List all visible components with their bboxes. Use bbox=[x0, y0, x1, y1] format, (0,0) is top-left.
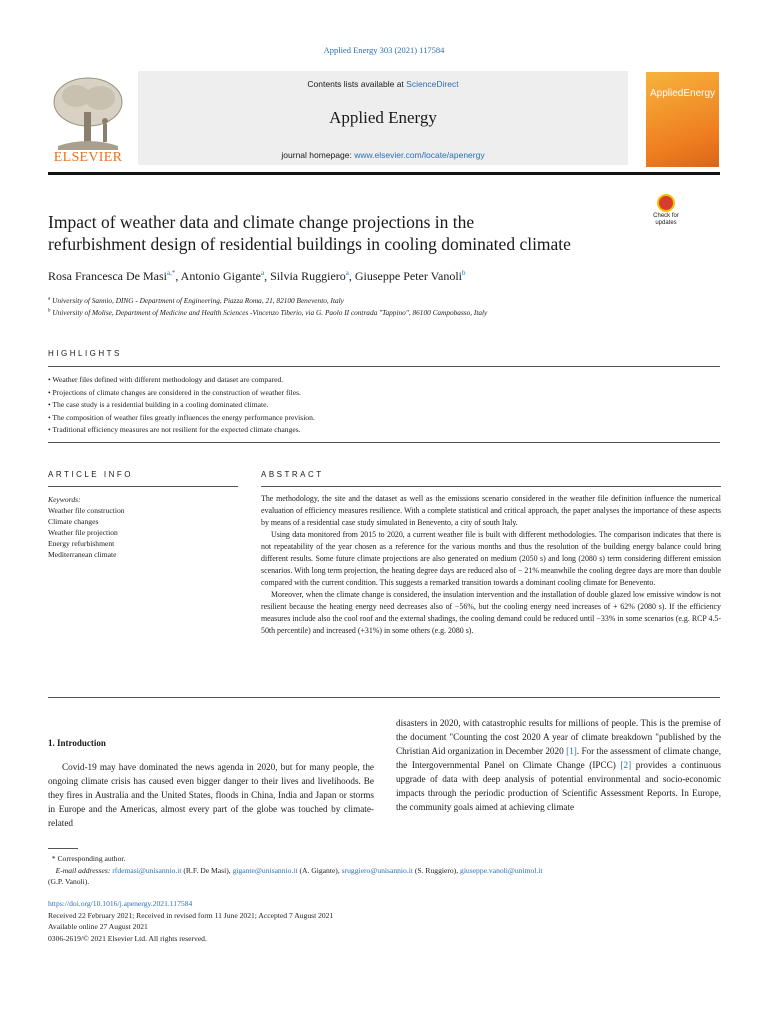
author-2[interactable]: Antonio Gigante$^a$ bbox=[180, 269, 265, 283]
abstract-rule bbox=[261, 486, 721, 487]
email-addresses: E-mail addresses: rfdemasi@unisannio.it (R.F. De Masi), gigante@unisannio.it (A. Gigante), sruggiero@unisannio.it (S. Ruggiero), giuseppe.vanoli@unimol.it (G.P. Vanoli). bbox=[48, 865, 543, 886]
abstract-paragraph: Using data monitored from 2015 to 2020, a current weather file is built with different methodologies. The comparison indicates that there is not repeatability of the year chosen as a reference for the various months and thus the resolution of the building energy balance could bring different results. Some future climate projections are also generated on medium (2050 s) and long (2080 s) term considering different emission scenarios. With long term projection, the heating degree days are reduced also of − 21% meanwhile the cooling degree days are more than double compared with the current condition. This suggests a remarked transition towards a dominant cooling climate for Benevento. bbox=[261, 530, 721, 587]
email-link[interactable]: rfdemasi@unisannio.it bbox=[112, 865, 182, 875]
highlights-rule bbox=[48, 366, 720, 367]
author-3[interactable]: Silvia Ruggiero$^a$ bbox=[270, 269, 349, 283]
journal-reference[interactable]: Applied Energy 303 (2021) 117584 bbox=[323, 45, 445, 55]
highlights-bottom-rule bbox=[48, 442, 720, 443]
reference-link-1[interactable]: [1] bbox=[566, 746, 577, 756]
title-line-2: refurbishment design of residential buildings in cooling dominated climate bbox=[48, 234, 571, 254]
doi-link[interactable]: https://doi.org/10.1016/j.apenergy.2021.117584 bbox=[48, 899, 193, 908]
highlight-item: • The case study is a residential building in a cooling dominated climate. bbox=[48, 400, 269, 409]
cover-title-a: Applied bbox=[650, 88, 684, 99]
intro-paragraph: Covid-19 may have dominated the news agenda in 2020, but for many people, the ongoing climate crisis has caused even bigger danger to their lives and livelihoods. Be they fires in Australia and the United States, floods in China, India and Japan or storms in Europe and the Americas, almost every part of the globe was touched by climate-related bbox=[48, 762, 374, 828]
check-for-updates-badge[interactable] bbox=[646, 194, 686, 230]
check-updates-icon bbox=[657, 194, 675, 212]
available-online: Available online 27 August 2021 bbox=[48, 922, 148, 931]
article-footer bbox=[48, 898, 728, 944]
sciencedirect-link[interactable]: ScienceDirect bbox=[406, 79, 459, 89]
keywords-block bbox=[48, 494, 238, 560]
affiliation-b: $^b$ University of Molise, Department of Medicine and Health Sciences -Vincenzo Tiberio, via G. Paolo II contrada "Tappino", 86100 Campobasso, Italy bbox=[48, 308, 488, 317]
journal-title: Applied Energy bbox=[329, 108, 437, 127]
paper-title bbox=[48, 211, 638, 255]
cover-title bbox=[650, 88, 715, 99]
affiliation-a: $^a$ University of Sannio, DING - Department of Engineering, Piazza Roma, 21, 82100 Benevento, Italy bbox=[48, 296, 344, 305]
journal-homepage bbox=[138, 150, 628, 160]
abstract-paragraph: Moreover, when the climate change is considered, the insulation intervention and the installation of double glazed low emissive window is not resilient because the heating energy need decreases also of −56%, but the cooling energy need increases of + 62% (2080 s). If the efficiency measures include also the cool roof and the external shadings, the cooling demand could be reduced until −33% in some scenarios (e.g. RCP 4.5-50th percentile) and increased (+31%) in some others (e.g. 2080 s). bbox=[261, 590, 721, 635]
footnotes bbox=[48, 853, 728, 888]
introduction-heading: 1. Introduction bbox=[48, 738, 106, 748]
highlight-item: • Traditional efficiency measures are not resilient for the expected climate changes. bbox=[48, 425, 301, 434]
highlight-item: • Projections of climate changes are considered in the construction of weather files. bbox=[48, 387, 301, 397]
abstract-bottom-rule bbox=[48, 697, 720, 698]
corresponding-author-note: * Corresponding author. bbox=[51, 854, 126, 863]
article-info-rule bbox=[48, 486, 238, 487]
elsevier-wordmark: ELSEVIER bbox=[53, 150, 123, 165]
email-link[interactable]: sruggiero@unisannio.it bbox=[341, 865, 413, 875]
highlights-label: HIGHLIGHTS bbox=[48, 349, 122, 358]
keyword: Energy refurbishment bbox=[48, 539, 115, 548]
author-list: Rosa Francesca De Masi$^{a,*}$, Antonio Gigante$^a$, Silvia Ruggiero$^a$, Giuseppe Peter Vanoli$^b$ bbox=[48, 269, 466, 283]
check-updates-label: Check for updates bbox=[653, 213, 679, 226]
keyword: Climate changes bbox=[48, 517, 99, 526]
keyword: Weather file projection bbox=[48, 528, 118, 537]
homepage-prefix: journal homepage: bbox=[281, 150, 355, 160]
email-link[interactable]: giuseppe.vanoli@unimol.it bbox=[460, 865, 543, 875]
intro-paragraph-cont: disasters in 2020, with catastrophic results for millions of people. This is the premise of the document "Counting the cost 2020 A year of climate breakdown "published by the Christian Aid organization in December 2020 [1]. For the assessment of climate change, the Intergovernmental Panel on Climate Change (IPCC) [2] provides a continuous upgrade of data with deep analysis of potential environmental and socio-economic impacts through the periodic production of Scientific Assessment Reports. In Europe, the community goals aimed at achieving climate bbox=[396, 718, 721, 812]
article-info-label: ARTICLE INFO bbox=[48, 470, 133, 479]
header-rule bbox=[48, 172, 720, 175]
author-4[interactable]: Giuseppe Peter Vanoli$^b$ bbox=[354, 269, 466, 283]
intro-left-column bbox=[48, 760, 374, 830]
contents-prefix: Contents lists available at bbox=[307, 79, 407, 89]
contents-line bbox=[138, 79, 628, 89]
copyright: 0306-2619/© 2021 Elsevier Ltd. All rights reserved. bbox=[48, 933, 207, 943]
highlight-item: • The composition of weather files greatly influences the energy performance prevision. bbox=[48, 412, 315, 422]
journal-cover-image[interactable] bbox=[646, 72, 719, 167]
abstract-text bbox=[261, 493, 721, 637]
reference-link-2[interactable]: [2] bbox=[620, 760, 632, 770]
abstract-paragraph: The methodology, the site and the dataset as well as the emissions scenario considered in the weather file definition influence the numerical evaluation of efficiency measures resilience. With a complete statistical and critical approach, the paper analyses the importance of these aspects by means of a residential case study simulated in Benevento, a city of south Italy. bbox=[261, 494, 721, 527]
title-line-1: Impact of weather data and climate change projections in the bbox=[48, 212, 475, 232]
received-dates: Received 22 February 2021; Received in revised form 11 June 2021; Accepted 7 August 2021 bbox=[48, 910, 334, 920]
keywords-label: Keywords: bbox=[48, 495, 81, 504]
keyword: Mediterranean climate bbox=[48, 550, 117, 559]
author-1[interactable]: Rosa Francesca De Masi$^{a,*}$ bbox=[48, 269, 176, 283]
homepage-link[interactable]: www.elsevier.com/locate/apenergy bbox=[354, 150, 485, 160]
highlight-item: • Weather files defined with different methodology and dataset are compared. bbox=[48, 375, 284, 384]
abstract-label: ABSTRACT bbox=[261, 470, 324, 479]
footnote-rule bbox=[48, 848, 78, 849]
highlights-list bbox=[48, 374, 720, 437]
intro-right-column bbox=[396, 716, 721, 814]
cover-title-b: Energy bbox=[683, 88, 716, 99]
keyword: Weather file construction bbox=[48, 506, 125, 515]
email-link[interactable]: gigante@unisannio.it bbox=[232, 865, 298, 875]
